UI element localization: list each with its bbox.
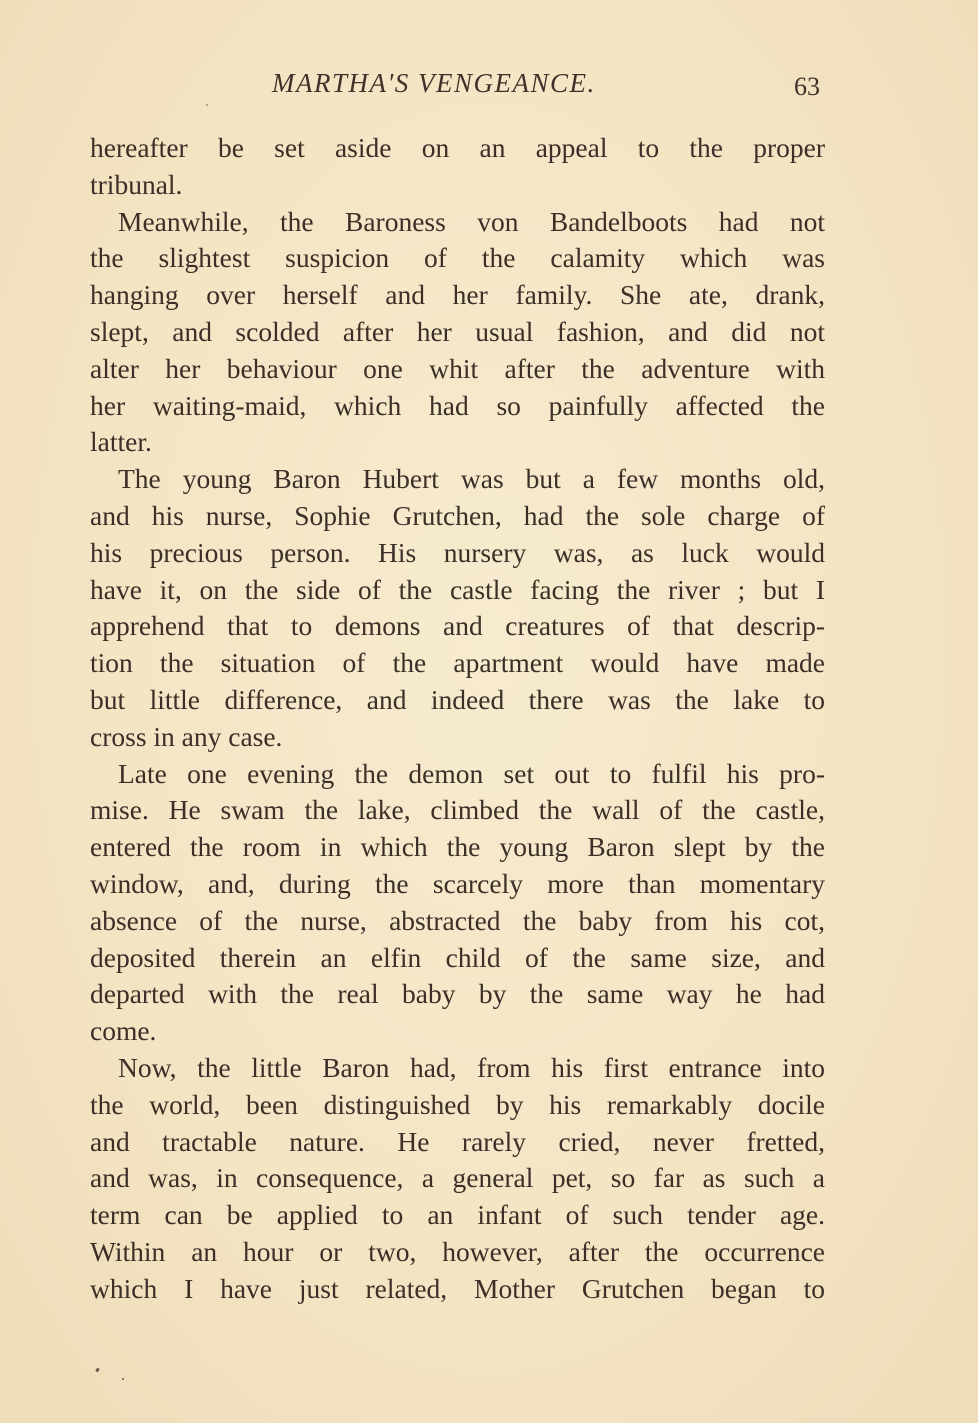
text-line: and was, in consequence, a general pet, so far as such a [90, 1162, 825, 1194]
text-line: Within an hour or two, however, after the occurrence [90, 1235, 825, 1267]
text-line: absence of the nurse, abstracted the baby from his cot, [90, 904, 825, 936]
text-line: which I have just related, Mother Grutchen began to [90, 1272, 825, 1304]
text-line: entered the room in which the young Baron slept by the [90, 831, 825, 863]
text-line: her waiting-maid, which had so painfully affected the [90, 389, 825, 421]
body-text [90, 130, 825, 1308]
text-line: window, and, during the scarcely more than momentary [90, 867, 825, 899]
text-line: hanging over herself and her family. She ate, drank, [90, 279, 825, 311]
text-line: the slightest suspicion of the calamity which was [90, 242, 825, 274]
text-line: departed with the real baby by the same way he had [90, 978, 825, 1010]
paragraph [90, 1050, 825, 1308]
text-line: alter her behaviour one whit after the adventure with [90, 352, 825, 384]
text-line: apprehend that to demons and creatures of that descrip- [90, 610, 825, 642]
paragraph [90, 130, 825, 204]
text-line: the world, been distinguished by his remarkably docile [90, 1088, 825, 1120]
print-speck [122, 1378, 124, 1380]
text-line: and his nurse, Sophie Grutchen, had the sole charge of [90, 499, 825, 531]
text-line: deposited therein an elfin child of the same size, and [90, 941, 825, 973]
text-line: hereafter be set aside on an appeal to the proper [90, 132, 825, 163]
page-number: 63 [794, 72, 820, 101]
print-speck [206, 104, 208, 106]
paragraph [90, 461, 825, 755]
text-line: tribunal. [90, 168, 183, 200]
paragraph [90, 756, 825, 1050]
running-title: MARTHA'S VENGEANCE. [272, 68, 596, 98]
text-line: The young Baron Hubert was but a few months old, [118, 463, 825, 495]
running-header [0, 68, 978, 108]
text-line: Now, the little Baron had, from his first entrance into [118, 1051, 825, 1083]
text-line: Meanwhile, the Baroness von Bandelboots had not [118, 205, 825, 237]
text-line: have it, on the side of the castle facing the river ; but I [90, 573, 825, 605]
paragraph [90, 204, 825, 462]
text-line: term can be applied to an infant of such tender age. [90, 1199, 825, 1231]
text-line: but little difference, and indeed there was the lake to [90, 683, 825, 715]
text-line: cross in any case. [90, 720, 283, 752]
text-line: come. [90, 1015, 157, 1047]
text-line: mise. He swam the lake, climbed the wall of the castle, [90, 794, 825, 826]
text-line: Late one evening the demon set out to fulfil his pro- [118, 757, 825, 789]
text-line: and tractable nature. He rarely cried, never fretted, [90, 1125, 825, 1157]
text-line: slept, and scolded after her usual fashion, and did not [90, 315, 825, 347]
print-speck [95, 1368, 100, 1373]
text-line: tion the situation of the apartment would have made [90, 647, 825, 679]
text-line: latter. [90, 426, 152, 458]
text-line: his precious person. His nursery was, as luck would [90, 536, 825, 568]
